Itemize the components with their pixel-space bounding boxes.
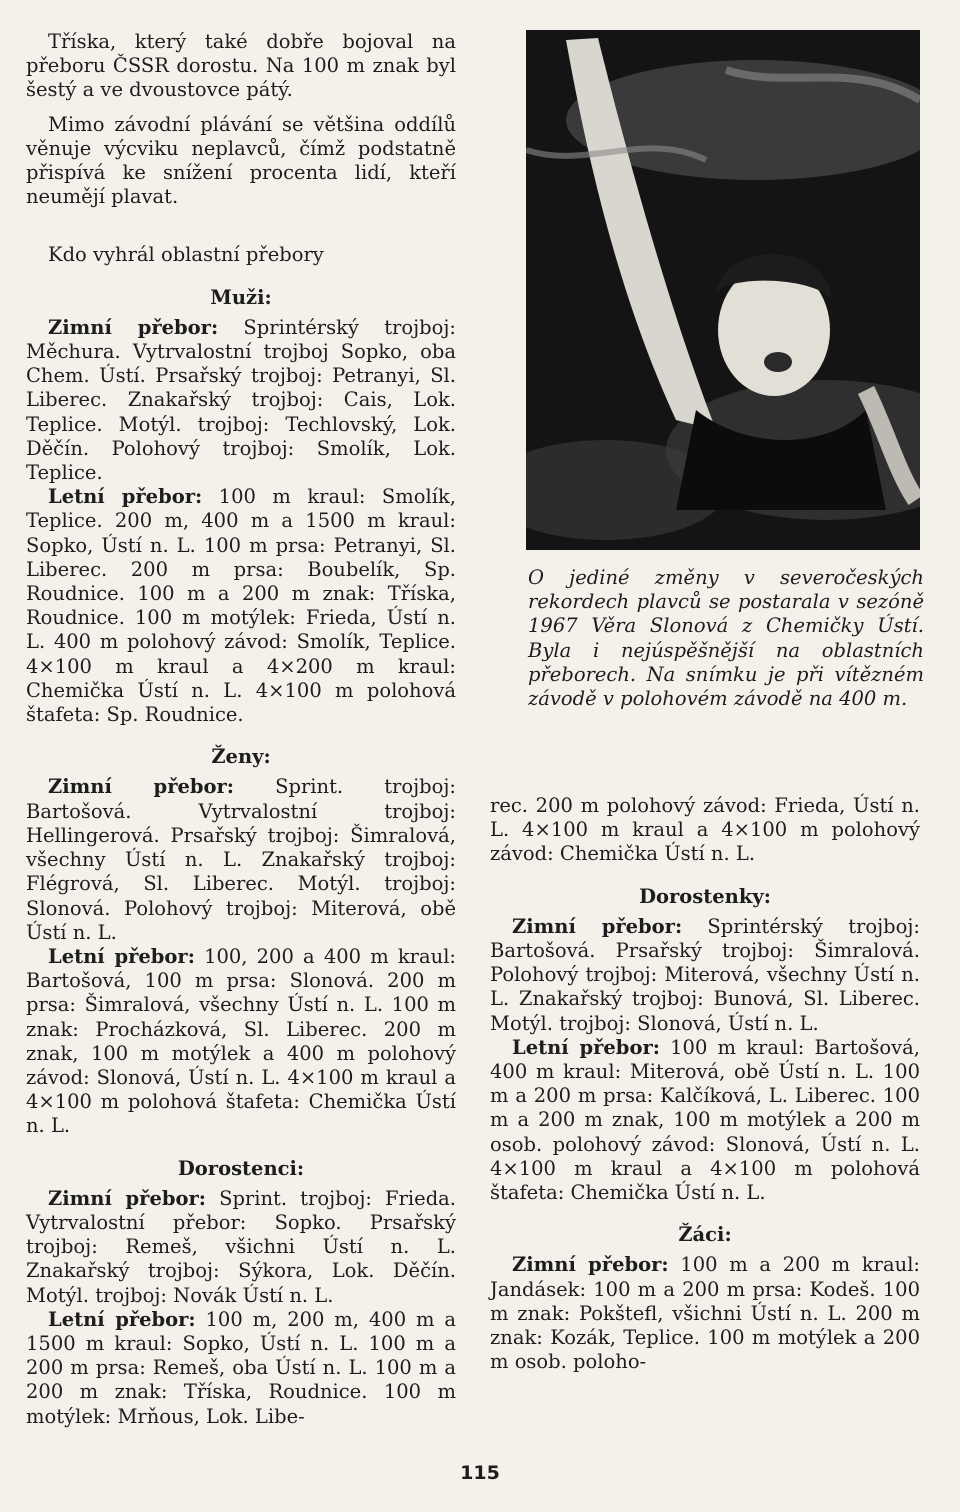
dorostenci-zimni xyxy=(26,1187,456,1308)
paragraph-continuation: rec. 200 m polohový závod: Frieda, Ústí n. L. 4×100 m kraul a 4×100 m polohový závod: Chemička Ústí n. L. xyxy=(490,794,920,866)
heading-dorostenci: Dorostenci: xyxy=(177,1156,305,1180)
zeny-letni-text: 100, 200 a 400 m kraul: Bartošová, 100 m prsa: Slonová. 200 m prsa: Šimralová, všechny Ústí n. L. 100 m znak: Procházková, Sl. Liberec. 200 m znak, 100 m motýlek a 400 m polohový závod: Slonová, Ústí n. L. 4×100 m kraul a 4×100 m polohová štafeta: Chemička Ústí n. L. xyxy=(26,944,456,1138)
section-lead: Kdo vyhrál oblastní přebory xyxy=(48,243,324,267)
swimmer-photo-illustration xyxy=(526,30,920,550)
muzi-letni-text: 100 m kraul: Smolík, Teplice. 200 m, 400 m a 1500 m kraul: Sopko, Ústí n. L. 100 m prsa: Petranyi, Sl. Liberec. 200 m prsa: Boubelík, Sp. Roudnice. 100 m a 200 m znak: Tříska, Roudnice. 100 m motýlek: Frieda, Ústí n. L. 400 m polohový závod: Smolík, Teplice. 4×100 m kraul a 4×200 m kraul: Chemička Ústí n. L. 4×100 m polohová štafeta: Sp. Roudnice. xyxy=(26,485,456,727)
muzi-letni-label: Letní přebor: xyxy=(48,485,203,509)
dorostenky-letni-text: 100 m kraul: Bartošová, 400 m kraul: Miterová, obě Ústí n. L. 100 m a 200 m prsa: Kalčíková, L. Liberec. 100 m a 200 m znak, 100 m motýlek a 200 m osob. polohový závod: Slonová, Ústí n. L. 4×100 m kraul a 4×100 m polohová štafeta: Chemička Ústí n. L. xyxy=(490,1035,920,1205)
zeny-letni xyxy=(26,945,456,1139)
dorostenci-zimni-text: Sprint. trojboj: Frieda. Vytrvalostní přebor: Sopko. Prsařský trojboj: Remeš, všichni Ústí n. L. Znakařský trojboj: Sýkora, Lok. Děčín. Motýl. trojboj: Novák Ústí n. L. xyxy=(26,1186,456,1307)
heading-muzi: Muži: xyxy=(210,285,272,309)
dorostenci-zimni-label: Zimní přebor: xyxy=(48,1186,206,1210)
dorostenky-zimni xyxy=(490,915,920,1036)
heading-zeny: Ženy: xyxy=(211,745,271,769)
muzi-letni xyxy=(26,485,456,727)
page-number: 115 xyxy=(460,1462,500,1484)
muzi-zimni-label: Zimní přebor: xyxy=(48,315,219,339)
paragraph-intro: Tříska, který také dobře bojoval na přeboru ČSSR dorostu. Na 100 m znak byl šestý a ve dvoustovce pátý. xyxy=(26,30,456,102)
dorostenci-letni-label: Letní přebor: xyxy=(48,1307,196,1331)
zaci-zimni-text: 100 m a 200 m kraul: Jandásek: 100 m a 200 m prsa: Kodeš. 100 m znak: Pokštefl, všichni Ústí n. L. 200 m znak: Kozák, Teplice. 100 m motýlek a 200 m osob. poloho- xyxy=(490,1253,920,1374)
photo-caption: O jediné změny v severočeských rekordech plavců se postarala v sezóně 1967 Věra Slonová z Chemičky Ústí. Byla i nejúspěšnější na oblastních přeborech. Na snímku je při vítězném závodě v polohovém závodě na 400 m. xyxy=(528,566,924,711)
zeny-zimni-text: Sprint. trojboj: Bartošová. Vytrvalostní trojboj: Hellingerová. Prsařský trojboj: Šimralová, všechny Ústí n. L. Znakařský trojboj: Flégrová, Sl. Liberec. Motýl. trojboj: Slonová. Polohový trojboj: Miterová, obě Ústí n. L. xyxy=(26,775,456,944)
dorostenky-zimni-text: Sprintérský trojboj: Bartošová. Prsařský trojboj: Šimralová. Polohový trojboj: Miterová, všechny Ústí n. L. Znakařský trojboj: Bunová, Sl. Liberec. Motýl. trojboj: Slonová, Ústí n. L. xyxy=(490,914,920,1035)
left-column xyxy=(26,30,456,1429)
right-column xyxy=(490,794,920,1374)
heading-dorostenky: Dorostenky: xyxy=(639,884,771,908)
dorostenci-letni xyxy=(26,1308,456,1429)
dorostenci-letni-text: 100 m, 200 m, 400 m a 1500 m kraul: Sopko, Ústí n. L. 100 m a 200 m prsa: Remeš, oba Ústí n. L. 100 m a 200 m znak: Tříska, Roudnice. 100 m motýlek: Mrňous, Lok. Libe- xyxy=(26,1307,456,1428)
dorostenky-letni xyxy=(490,1036,920,1205)
zeny-zimni xyxy=(26,775,456,944)
muzi-zimni-text: Sprintérský trojboj: Měchura. Vytrvalostní trojboj Sopko, oba Chem. Ústí. Prsařský trojboj: Petranyi, Sl. Liberec. Znakařský trojboj: Cais, Lok. Teplice. Motýl. trojboj: Techlovský, Lok. Děčín. Polohový trojboj: Smolík, Lok. Teplice. xyxy=(26,315,456,485)
dorostenky-zimni-label: Zimní přebor: xyxy=(512,914,683,938)
muzi-zimni xyxy=(26,316,456,485)
zaci-zimni-label: Zimní přebor: xyxy=(512,1253,669,1277)
dorostenky-letni-label: Letní přebor: xyxy=(512,1035,660,1059)
zeny-letni-label: Letní přebor: xyxy=(48,944,195,968)
zeny-zimni-label: Zimní přebor: xyxy=(48,775,234,799)
zaci-zimni xyxy=(490,1253,920,1374)
swimmer-photo xyxy=(526,30,920,550)
paragraph-neplavci: Mimo závodní plávání se většina oddílů věnuje výcviku neplavců, čímž podstatně přispívá ke snížení procenta lidí, kteří neumějí plavat. xyxy=(26,112,456,209)
heading-zaci: Žáci: xyxy=(678,1223,732,1247)
